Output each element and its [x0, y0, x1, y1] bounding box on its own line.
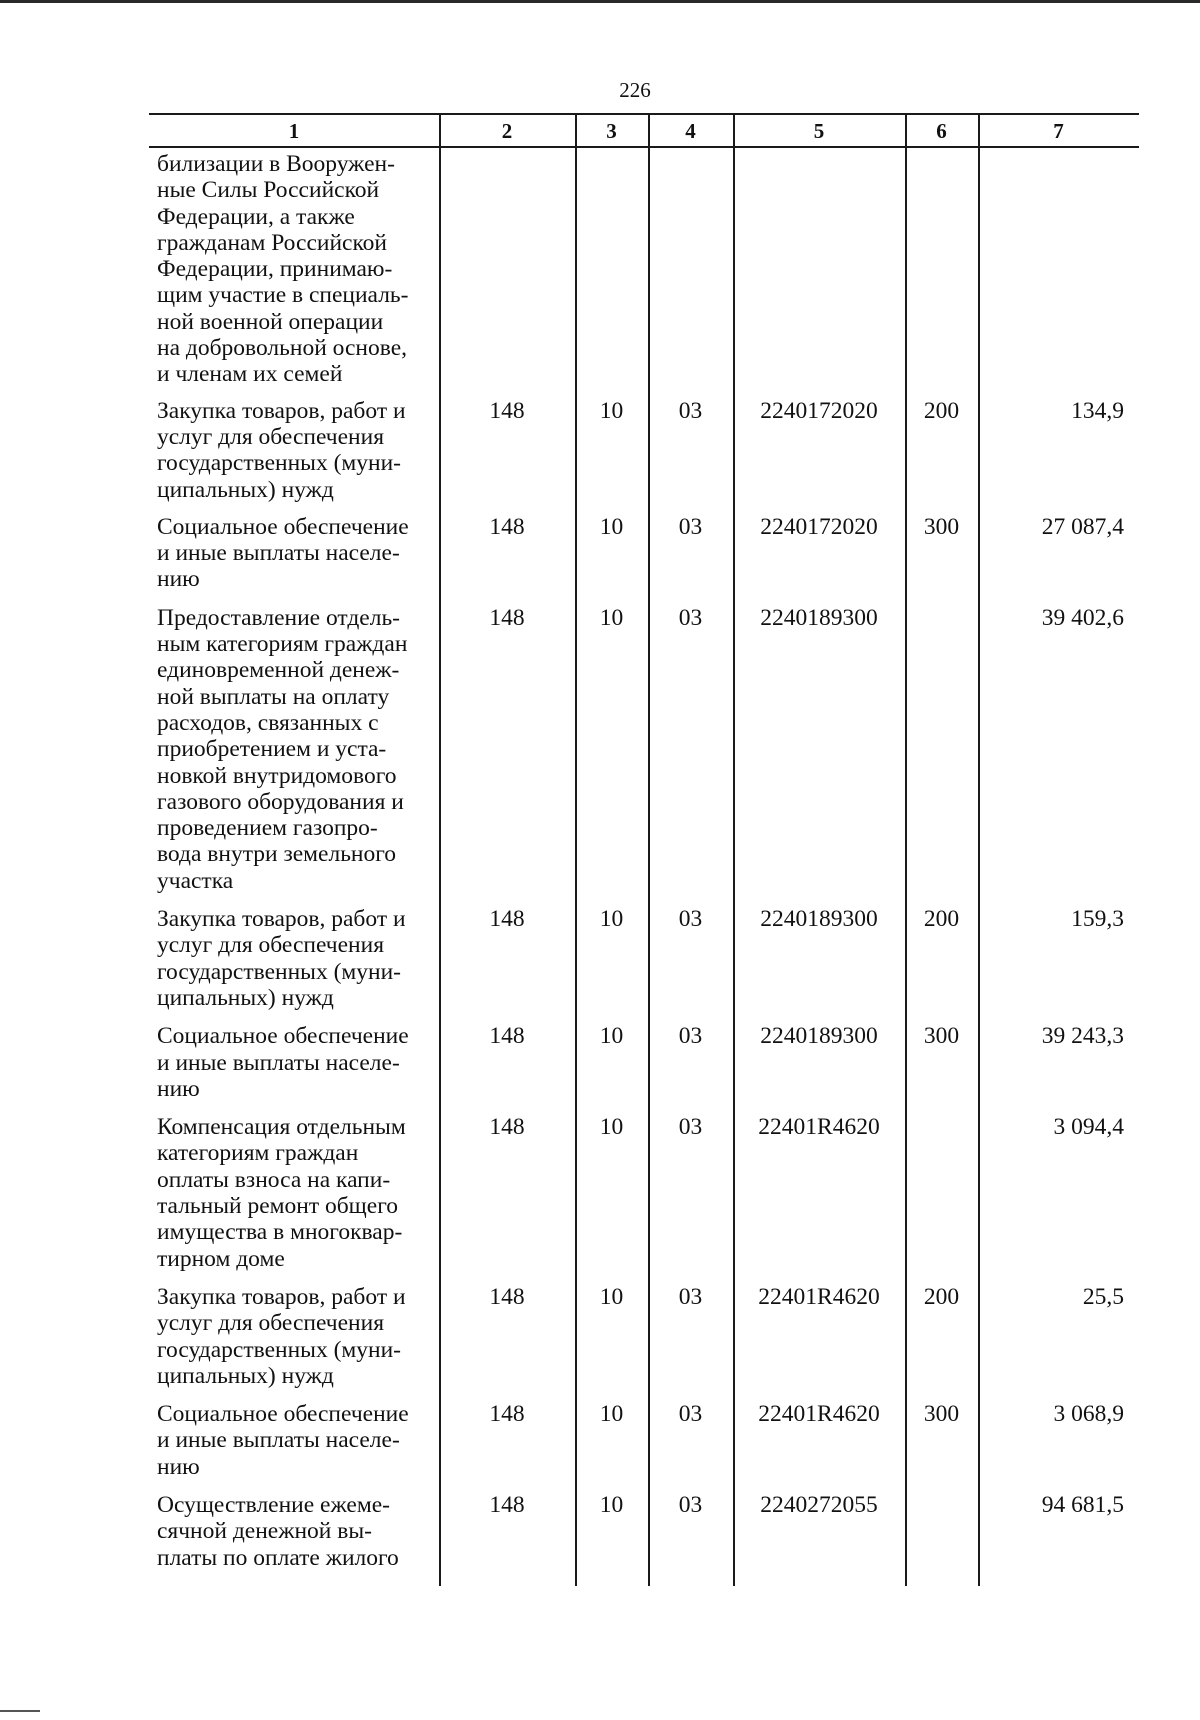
row-amount: 39 402,6	[1041, 604, 1124, 631]
row-amount: 3 068,9	[1053, 1401, 1124, 1428]
row-target-article: 2240189300	[760, 604, 878, 631]
table-row	[149, 1284, 1139, 1401]
row-ministry-code: 148	[489, 906, 525, 933]
table-top-rule	[149, 113, 1139, 115]
column-header-4: 4	[685, 119, 696, 143]
row-subsection-code: 03	[678, 604, 703, 631]
table-row	[149, 1023, 1139, 1114]
table-row	[149, 514, 1139, 605]
column-header-3: 3	[606, 119, 617, 143]
row-target-article: 2240189300	[760, 906, 878, 933]
row-description: Компенсация отдельным категориям граждан оплаты взноса на капи- тальный ремонт общего имущества в многоквар- тирном доме	[157, 1114, 406, 1272]
column-header-6: 6	[936, 119, 947, 143]
row-ministry-code: 148	[489, 397, 525, 424]
row-target-article: 2240172020	[760, 513, 878, 540]
row-section-code: 10	[599, 1492, 624, 1519]
header-bottom-rule	[149, 146, 1139, 148]
row-target-article: 22401R4620	[758, 1401, 880, 1428]
row-ministry-code: 148	[489, 1114, 525, 1141]
row-subsection-code: 03	[678, 1283, 703, 1310]
row-expense-type: 200	[923, 1283, 960, 1310]
row-ministry-code: 148	[489, 1283, 525, 1310]
row-amount: 27 087,4	[1041, 513, 1124, 540]
row-ministry-code: 148	[489, 1492, 525, 1519]
row-description: билизации в Вооружен- ные Силы Российской Федерации, а также гражданам Российской Федерации, принимаю- щим участие в специаль- ной военной операции на добровольной основе, и членам их семей	[157, 151, 409, 388]
row-ministry-code: 148	[489, 513, 525, 540]
row-subsection-code: 03	[678, 1401, 703, 1428]
row-expense-type: 200	[923, 397, 960, 424]
row-subsection-code: 03	[678, 513, 703, 540]
row-ministry-code: 148	[489, 1401, 525, 1428]
row-amount: 94 681,5	[1041, 1492, 1124, 1519]
table-row	[149, 398, 1139, 514]
row-section-code: 10	[599, 513, 624, 540]
row-description: Закупка товаров, работ и услуг для обеспечения государственных (муни- ципальных) нужд	[157, 1283, 406, 1389]
row-subsection-code: 03	[678, 906, 703, 933]
row-expense-type: 300	[923, 513, 960, 540]
row-expense-type: 200	[923, 906, 960, 933]
row-subsection-code: 03	[678, 1492, 703, 1519]
row-section-code: 10	[599, 604, 624, 631]
row-amount: 159,3	[1071, 906, 1124, 933]
row-ministry-code: 148	[489, 604, 525, 631]
row-section-code: 10	[599, 1401, 624, 1428]
row-description: Закупка товаров, работ и услуг для обеспечения государственных (муни- ципальных) нужд	[157, 906, 406, 1011]
row-section-code: 10	[599, 906, 624, 933]
column-header-5: 5	[813, 119, 825, 143]
column-header-7: 7	[1053, 119, 1064, 143]
row-amount: 134,9	[1071, 397, 1124, 424]
row-section-code: 10	[599, 397, 624, 424]
row-description: Закупка товаров, работ и услуг для обеспечения государственных (муни- ципальных) нужд	[157, 397, 406, 503]
row-expense-type: 300	[923, 1023, 960, 1050]
table-row	[149, 1492, 1139, 1571]
table-row	[149, 906, 1139, 1023]
row-expense-type: 300	[923, 1401, 960, 1428]
row-target-article: 22401R4620	[758, 1283, 880, 1310]
top-rule	[0, 0, 1200, 3]
table-row	[149, 151, 1139, 398]
row-target-article: 2240272055	[760, 1492, 878, 1519]
column-header-2: 2	[501, 119, 513, 143]
table-row	[149, 1401, 1139, 1492]
row-target-article: 2240189300	[760, 1023, 878, 1050]
row-description: Социальное обеспечение и иные выплаты населе- нию	[157, 1401, 409, 1480]
budget-table	[149, 113, 1139, 1586]
row-description: Социальное обеспечение и иные выплаты населе- нию	[157, 1023, 409, 1102]
row-target-article: 2240172020	[760, 397, 878, 424]
row-amount: 3 094,4	[1053, 1114, 1124, 1141]
row-target-article: 22401R4620	[758, 1114, 880, 1141]
row-amount: 39 243,3	[1041, 1023, 1124, 1050]
row-subsection-code: 03	[678, 1114, 703, 1141]
row-subsection-code: 03	[678, 1023, 703, 1050]
row-description: Социальное обеспечение и иные выплаты населе- нию	[157, 513, 409, 593]
row-subsection-code: 03	[678, 397, 703, 424]
table-row	[149, 605, 1139, 906]
table-body	[149, 151, 1139, 1571]
row-description: Осуществление ежеме- сячной денежной вы- платы по оплате жилого	[157, 1492, 399, 1571]
table-row	[149, 1114, 1139, 1284]
row-description: Предоставление отдель- ным категориям граждан единовременной денеж- ной выплаты на оплату расходов, связанных с приобретением и уста- новкой внутридомового газового оборудования и проведением газопро- вода внутри земельного участка	[157, 604, 408, 894]
row-section-code: 10	[599, 1023, 624, 1050]
column-header-1: 1	[288, 119, 300, 143]
scan-edge-mark	[0, 1710, 40, 1712]
row-amount: 25,5	[1082, 1283, 1124, 1310]
row-section-code: 10	[599, 1283, 624, 1310]
page-number: 226	[619, 78, 651, 102]
row-section-code: 10	[599, 1114, 624, 1141]
row-ministry-code: 148	[489, 1023, 525, 1050]
